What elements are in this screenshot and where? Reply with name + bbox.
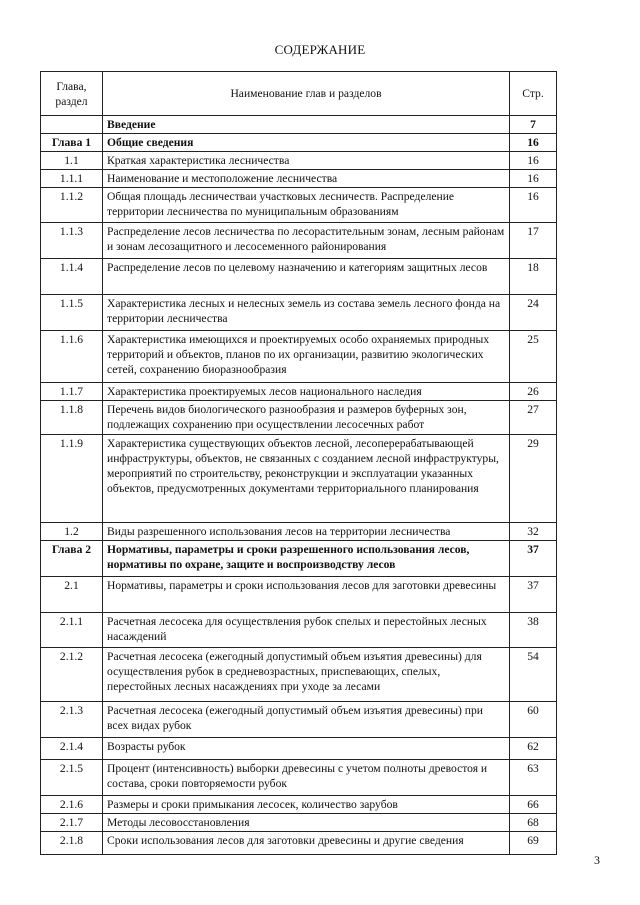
table-row <box>41 577 557 613</box>
row-number: 1.1.7 <box>41 383 103 401</box>
row-title: Расчетная лесосека (ежегодный допустимый объем изъятия древесины) для осуществления рубок в средневозрастных, приспевающих, спелых, перестойных лесных насаждениях при уходе за лесами <box>103 648 510 702</box>
row-title: Общая площадь лесничествaи участковых лесничеств. Распределение территории лесничества по муниципальным образованиям <box>103 188 510 223</box>
row-number: 1.1.2 <box>41 188 103 223</box>
table-row <box>41 814 557 832</box>
contents-table <box>40 71 557 855</box>
table-row <box>41 613 557 648</box>
row-number: 1.1.9 <box>41 435 103 523</box>
table-row <box>41 295 557 331</box>
row-number: 2.1.6 <box>41 796 103 814</box>
row-number: 2.1.4 <box>41 738 103 760</box>
row-title: Размеры и сроки примыкания лесосек, количество зарубов <box>103 796 510 814</box>
page-number: 3 <box>594 853 600 867</box>
row-number: 1.1.8 <box>41 401 103 435</box>
row-number: 2.1.3 <box>41 702 103 738</box>
row-page: 29 <box>510 435 557 523</box>
row-page: 16 <box>510 170 557 188</box>
table-row <box>41 648 557 702</box>
row-page: 25 <box>510 331 557 383</box>
table-row <box>41 331 557 383</box>
row-page: 16 <box>510 188 557 223</box>
table-row <box>41 832 557 855</box>
row-page: 32 <box>510 523 557 541</box>
row-page: 27 <box>510 401 557 435</box>
page-title: СОДЕРЖАНИЕ <box>274 42 366 57</box>
row-title: Перечень видов биологического разнообразия и размеров буферных зон, подлежащих сохранению при осуществлении лесосечных работ <box>103 401 510 435</box>
row-title: Краткая характеристика лесничества <box>103 152 510 170</box>
row-number: 1.1.6 <box>41 331 103 383</box>
table-row <box>41 134 557 152</box>
row-page: 38 <box>510 613 557 648</box>
row-number: 1.1 <box>41 152 103 170</box>
row-title: Введение <box>103 116 510 134</box>
row-title: Возрасты рубок <box>103 738 510 760</box>
row-title: Характеристика проектируемых лесов национального наследия <box>103 383 510 401</box>
row-title: Процент (интенсивность) выборки древесины с учетом полноты древостоя и состава, сроки повторяемости рубок <box>103 760 510 796</box>
row-page: 17 <box>510 223 557 259</box>
row-number: 2.1.1 <box>41 613 103 648</box>
header-chapter: Глава, раздел <box>41 72 103 116</box>
row-number: 2.1.8 <box>41 832 103 855</box>
table-row <box>41 435 557 523</box>
row-title: Нормативы, параметры и сроки использования лесов для заготовки древесины <box>103 577 510 613</box>
row-title: Виды разрешенного использования лесов на территории лесничества <box>103 523 510 541</box>
header-page: Стр. <box>510 72 557 116</box>
row-number: 1.2 <box>41 523 103 541</box>
table-row <box>41 738 557 760</box>
row-number: 1.1.1 <box>41 170 103 188</box>
row-page: 69 <box>510 832 557 855</box>
row-number: Глава 2 <box>41 541 103 577</box>
row-page: 16 <box>510 152 557 170</box>
table-row <box>41 523 557 541</box>
row-title: Общие сведения <box>103 134 510 152</box>
row-page: 37 <box>510 577 557 613</box>
row-title: Наименование и местоположение лесничества <box>103 170 510 188</box>
contents-body <box>41 116 557 855</box>
row-number: 2.1.7 <box>41 814 103 832</box>
table-row <box>41 401 557 435</box>
row-number: 1.1.5 <box>41 295 103 331</box>
table-row <box>41 541 557 577</box>
row-page: 24 <box>510 295 557 331</box>
row-title: Методы лесовосстановления <box>103 814 510 832</box>
row-number: 1.1.4 <box>41 259 103 295</box>
row-title: Сроки использования лесов для заготовки древесины и другие сведения <box>103 832 510 855</box>
row-title: Нормативы, параметры и сроки разрешенного использования лесов, нормативы по охране, защите и воспроизводству лесов <box>103 541 510 577</box>
row-page: 66 <box>510 796 557 814</box>
table-row <box>41 188 557 223</box>
row-page: 7 <box>510 116 557 134</box>
row-page: 54 <box>510 648 557 702</box>
table-row <box>41 796 557 814</box>
row-number: 2.1 <box>41 577 103 613</box>
row-title: Расчетная лесосека (ежегодный допустимый объем изъятия древесины) при всех видах рубок <box>103 702 510 738</box>
table-row <box>41 760 557 796</box>
row-number: Глава 1 <box>41 134 103 152</box>
row-page: 26 <box>510 383 557 401</box>
table-row <box>41 702 557 738</box>
table-header-row <box>41 72 557 116</box>
row-number <box>41 116 103 134</box>
row-title: Расчетная лесосека для осуществления рубок спелых и перестойных лесных насаждений <box>103 613 510 648</box>
table-row <box>41 383 557 401</box>
table-row <box>41 152 557 170</box>
row-title: Характеристика лесных и нелесных земель из состава земель лесного фонда на территории лесничества <box>103 295 510 331</box>
row-title: Характеристика существующих объектов лесной, лесоперерабатывающей инфраструктуры, объектов, не связанных с созданием лесной инфраструктуры, мероприятий по строительству, реконструкции и эксплуатации указанных объектов, предусмотренных документами территориального планирования <box>103 435 510 523</box>
row-page: 16 <box>510 134 557 152</box>
row-number: 2.1.5 <box>41 760 103 796</box>
row-number: 2.1.2 <box>41 648 103 702</box>
row-page: 68 <box>510 814 557 832</box>
table-row <box>41 170 557 188</box>
table-row <box>41 259 557 295</box>
row-page: 37 <box>510 541 557 577</box>
row-number: 1.1.3 <box>41 223 103 259</box>
row-title: Распределение лесов по целевому назначению и категориям защитных лесов <box>103 259 510 295</box>
header-title: Наименование глав и разделов <box>103 72 510 116</box>
row-page: 60 <box>510 702 557 738</box>
row-title: Распределение лесов лесничества по лесорастительным зонам, лесным районам и зонам лесозащитного и лесосеменного районирования <box>103 223 510 259</box>
row-title: Характеристика имеющихся и проектируемых особо охраняемых природных территорий и объектов, планов по их организации, развитию экологических сетей, сохранению биоразнообразия <box>103 331 510 383</box>
row-page: 18 <box>510 259 557 295</box>
table-row <box>41 223 557 259</box>
table-row <box>41 116 557 134</box>
row-page: 63 <box>510 760 557 796</box>
row-page: 62 <box>510 738 557 760</box>
